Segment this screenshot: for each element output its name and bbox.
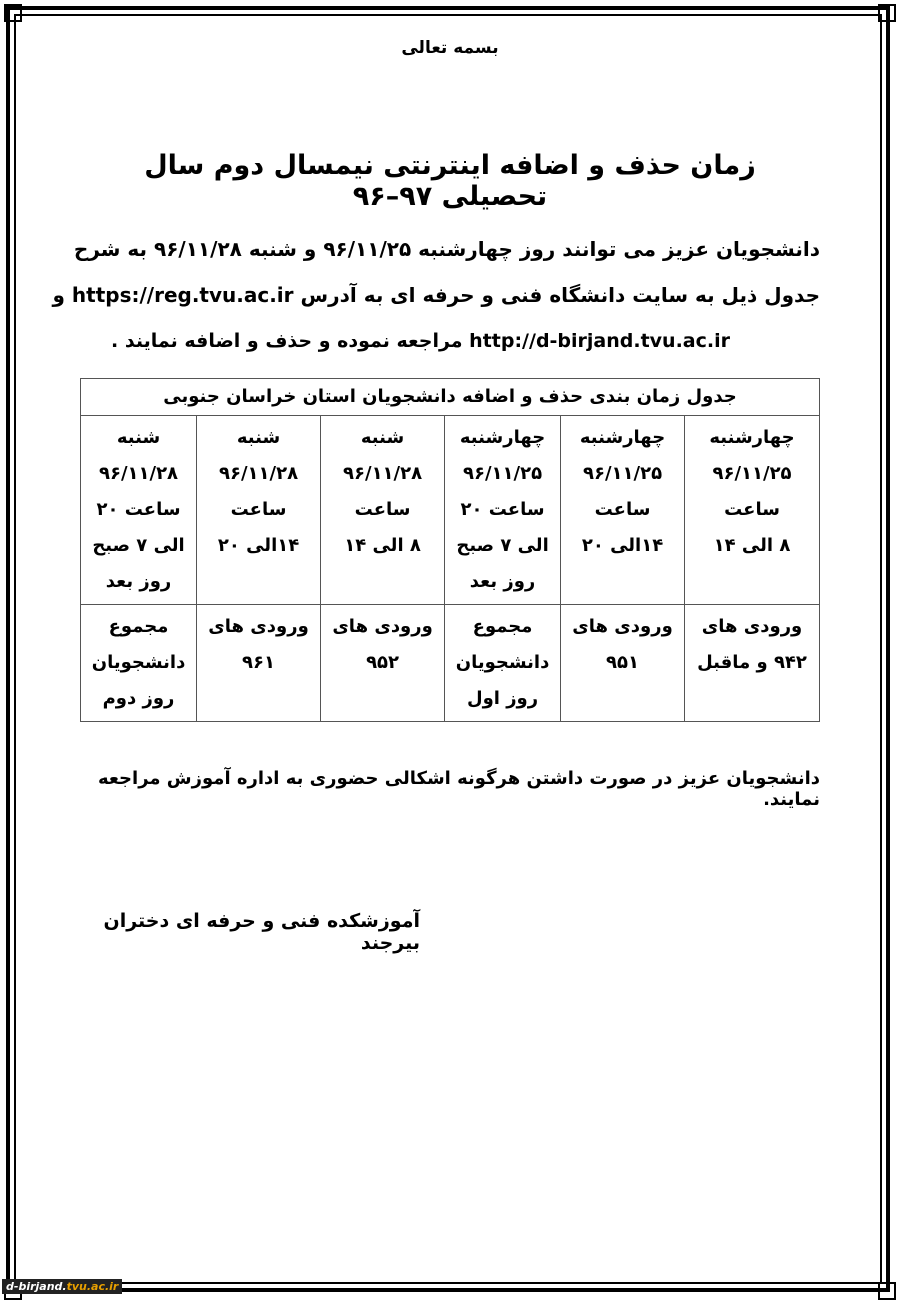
border-corner-ornament — [878, 1282, 896, 1300]
group-cell: ورودی های ۹۶۱ — [197, 605, 321, 722]
intro-paragraph — [52, 226, 820, 364]
page-title: زمان حذف و اضافه اینترنتی نیمسال دوم سال تحصیلی ۹۷–۹۶ — [144, 150, 756, 212]
border-corner-ornament — [878, 4, 896, 22]
border-corner-ornament — [4, 4, 22, 22]
signature-text: آموزشکده فنی و حرفه ای دختران بیرجند — [103, 910, 420, 954]
intro-line-2-text: جدول ذیل به سایت دانشگاه فنی و حرفه ای به آدرس — [300, 283, 820, 307]
schedule-table — [80, 378, 820, 722]
table-caption: جدول زمان بندی حذف و اضافه دانشجویان استان خراسان جنوبی — [81, 379, 820, 416]
intro-line-2 — [52, 272, 820, 318]
table-row-groups — [81, 605, 820, 722]
group-cell: ورودی های ۹۴۲ و ماقبل — [685, 605, 820, 722]
registration-site-link[interactable]: https://reg.tvu.ac.ir — [71, 283, 294, 307]
table-caption-row — [81, 379, 820, 416]
group-cell: مجموع دانشجویان روز اول — [445, 605, 561, 722]
group-cell: مجموع دانشجویان روز دوم — [81, 605, 197, 722]
intro-line-3-text: مراجعه نموده و حذف و اضافه نمایند . — [111, 330, 463, 352]
table-row-times — [81, 416, 820, 605]
time-cell: شنبه ۹۶/۱۱/۲۸ ساعت ۲۰ الی ۷ صبح روز بعد — [81, 416, 197, 605]
college-site-link[interactable]: http://d-birjand.tvu.ac.ir — [469, 330, 730, 352]
intro-line-1: دانشجویان عزیز می توانند روز چهارشنبه ۹۶/۱۱/۲۵ و شنبه ۹۶/۱۱/۲۸ به شرح — [73, 237, 820, 261]
basmala-heading: بسمه تعالی — [401, 38, 499, 58]
intro-line-3 — [80, 318, 820, 364]
watermark-main: d-birjand. — [6, 1280, 67, 1293]
site-watermark — [2, 1279, 122, 1294]
time-cell: شنبه ۹۶/۱۱/۲۸ ساعت ۱۴الی ۲۰ — [197, 416, 321, 605]
time-cell: چهارشنبه ۹۶/۱۱/۲۵ ساعت ۱۴الی ۲۰ — [561, 416, 685, 605]
notice-text: دانشجویان عزیز در صورت داشتن هرگونه اشکالی حضوری به اداره آموزش مراجعه نمایند. — [97, 768, 820, 810]
watermark-accent: tvu.ac.ir — [66, 1280, 119, 1293]
group-cell: ورودی های ۹۵۱ — [561, 605, 685, 722]
time-cell: چهارشنبه ۹۶/۱۱/۲۵ ساعت ۲۰ الی ۷ صبح روز بعد — [445, 416, 561, 605]
time-cell: شنبه ۹۶/۱۱/۲۸ ساعت ۸ الی ۱۴ — [321, 416, 445, 605]
time-cell: چهارشنبه ۹۶/۱۱/۲۵ ساعت ۸ الی ۱۴ — [685, 416, 820, 605]
intro-line-2-suffix: و — [52, 283, 65, 307]
group-cell: ورودی های ۹۵۲ — [321, 605, 445, 722]
